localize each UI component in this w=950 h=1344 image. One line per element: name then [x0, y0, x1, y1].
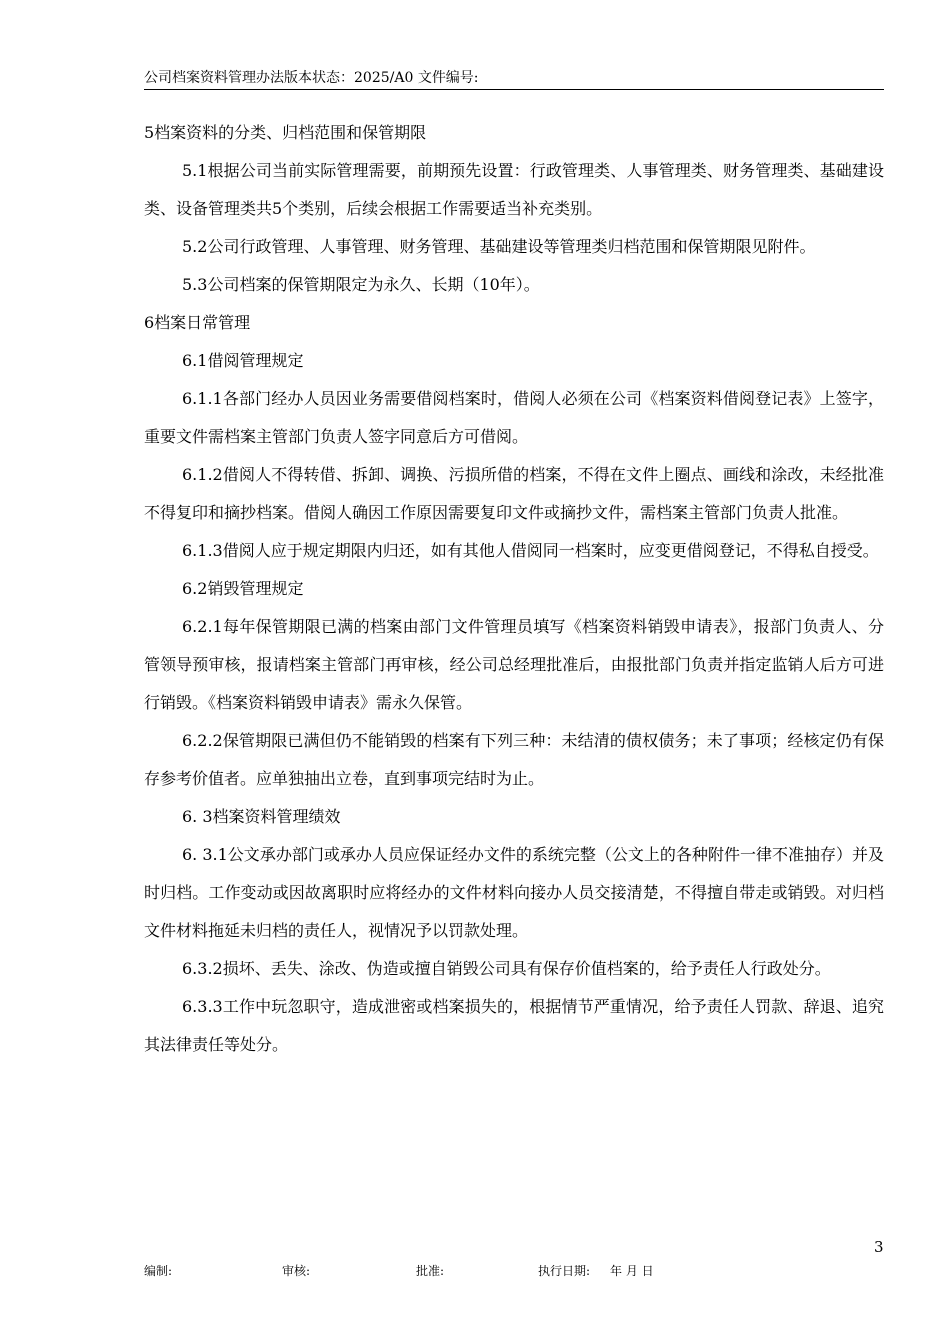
paragraph: 5.1根据公司当前实际管理需要，前期预先设置：行政管理类、人事管理类、财务管理类、基础建设类、设备管理类共5个类别，后续会根据工作需要适当补充类别。	[144, 161, 884, 218]
section-heading: 5档案资料的分类、归档范围和保管期限	[144, 123, 427, 142]
paragraph: 6.1.1各部门经办人员因业务需要借阅档案时，借阅人必须在公司《档案资料借阅登记表》上签字，重要文件需档案主管部门负责人签字同意后方可借阅。	[144, 389, 884, 446]
document-body	[144, 114, 884, 1064]
section-heading: 6档案日常管理	[144, 313, 251, 332]
page-header: 公司档案资料管理办法版本状态：2025/A0 文件编号:	[144, 69, 884, 90]
paragraph: 5.2公司行政管理、人事管理、财务管理、基础建设等管理类归档范围和保管期限见附件。	[182, 237, 816, 256]
paragraph: 6.1.3借阅人应于规定期限内归还，如有其他人借阅同一档案时，应变更借阅登记，不得私自授受。	[182, 541, 879, 560]
paragraph: 6.2.2保管期限已满但仍不能销毁的档案有下列三种：未结清的债权债务；未了事项；经核定仍有保存参考价值者。应单独抽出立卷，直到事项完结时为止。	[144, 731, 884, 788]
footer-reviewed-label: 审核:	[282, 1264, 311, 1278]
subsection-heading: 6.1借阅管理规定	[182, 351, 304, 370]
page-number: 3	[874, 1238, 884, 1256]
footer-effective-date-label: 执行日期:	[538, 1264, 591, 1278]
footer-date-parts: 年 月 日	[610, 1264, 654, 1278]
page-footer	[0, 1262, 950, 1282]
paragraph: 6.3.3工作中玩忽职守，造成泄密或档案损失的，根据情节严重情况，给予责任人罚款、辞退、追究其法律责任等处分。	[144, 997, 884, 1054]
subsection-heading: 6. 3档案资料管理绩效	[182, 807, 341, 826]
subsection-heading: 6.2销毁管理规定	[182, 579, 304, 598]
footer-approved-label: 批准:	[416, 1264, 445, 1278]
paragraph: 6. 3.1公文承办部门或承办人员应保证经办文件的系统完整（公文上的各种附件一律不准抽存）并及时归档。工作变动或因故离职时应将经办的文件材料向接办人员交接清楚，不得擅自带走或销毁。对归档文件材料拖延未归档的责任人，视情况予以罚款处理。	[144, 845, 884, 940]
paragraph: 6.3.2损坏、丢失、涂改、伪造或擅自销毁公司具有保存价值档案的，给予责任人行政处分。	[182, 959, 831, 978]
footer-prepared-label: 编制:	[144, 1264, 173, 1278]
paragraph: 6.1.2借阅人不得转借、拆卸、调换、污损所借的档案，不得在文件上圈点、画线和涂改，未经批准不得复印和摘抄档案。借阅人确因工作原因需要复印文件或摘抄文件，需档案主管部门负责人批准。	[144, 465, 884, 522]
paragraph: 5.3公司档案的保管期限定为永久、长期（10年）。	[182, 275, 540, 294]
paragraph: 6.2.1每年保管期限已满的档案由部门文件管理员填写《档案资料销毁申请表》，报部门负责人、分管领导预审核，报请档案主管部门再审核，经公司总经理批准后，由报批部门负责并指定监销人后方可进行销毁。《档案资料销毁申请表》需永久保管。	[144, 617, 884, 712]
